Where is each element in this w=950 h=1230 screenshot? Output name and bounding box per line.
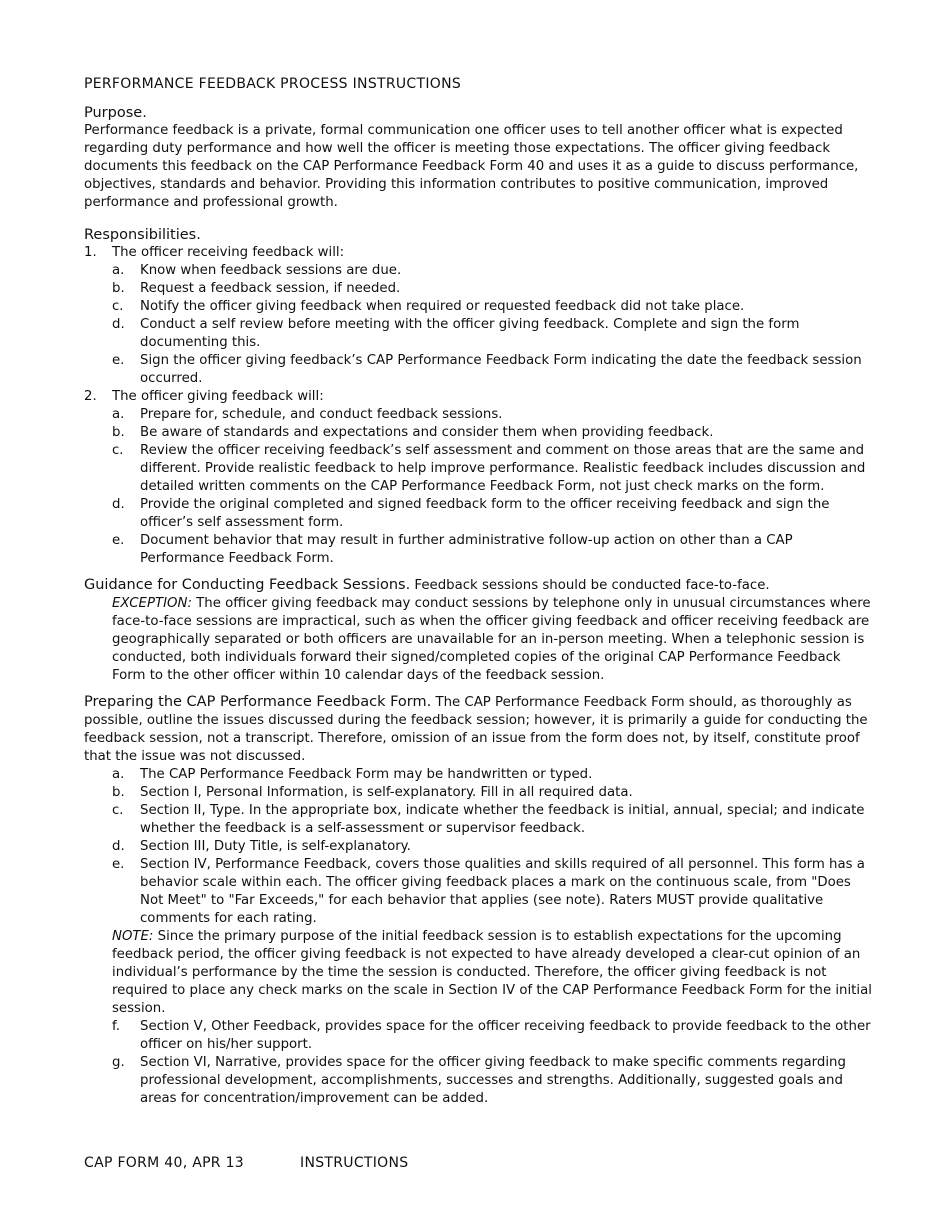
item-letter: d.	[112, 497, 125, 512]
document-body	[84, 75, 874, 1108]
exception-text: The officer giving feedback may conduct sessions by telephone only in unusual circumstances where face-to-face sessions are impractical, such as when the officer giving feedback and officer receiving feedback are geographically separated or both officers are unavailable for an in-person meeting. When a telephonic session is conducted, both individuals forward their signed/completed copies of the original CAP Performance Feedback Form to the other officer within 10 calendar days of the feedback session.	[112, 596, 871, 683]
item-text: Section IV, Performance Feedback, covers those qualities and skills required of all personnel. This form has a behavior scale within each. The officer giving feedback places a mark on the continuous scale, from "Does Not Meet" to "Far Exceeds," for each behavior that applies (see note). Raters MUST provide qualitative comments for each rating.	[140, 857, 865, 926]
item-letter: a.	[112, 407, 125, 422]
list-item	[84, 316, 874, 352]
list-item	[84, 442, 874, 496]
item-text: Request a feedback session, if needed.	[140, 281, 401, 296]
item-text: Conduct a self review before meeting with the officer giving feedback. Complete and sign the form documenting this.	[140, 317, 800, 350]
item-letter: c.	[112, 299, 124, 314]
purpose-text: Performance feedback is a private, formal communication one officer uses to tell another officer what is expected regarding duty performance and how well the officer is meeting those expectations. The officer giving feedback documents this feedback on the CAP Performance Feedback Form 40 and uses it as a guide to discuss performance, objectives, standards and behavior. Providing this information contributes to positive communication, improved performance and professional growth.	[84, 123, 859, 210]
item-text: Section I, Personal Information, is self-explanatory. Fill in all required data.	[140, 785, 633, 800]
preparing-heading: Preparing the CAP Performance Feedback Form.	[84, 694, 432, 710]
item-text: Section III, Duty Title, is self-explanatory.	[140, 839, 411, 854]
item-text: Section V, Other Feedback, provides space for the officer receiving feedback to provide feedback to the other officer on his/her support.	[140, 1019, 871, 1052]
note-label: NOTE:	[112, 929, 154, 944]
list-item	[84, 298, 874, 316]
item-text: The CAP Performance Feedback Form may be handwritten or typed.	[140, 767, 593, 782]
responsibility-group	[84, 388, 874, 406]
item-text: Review the officer receiving feedback’s self assessment and comment on those areas that are the same and different. Provide realistic feedback to help improve performance. Realistic feedback includes discussion and detailed written comments on the CAP Performance Feedback Form, not just check marks on the form.	[140, 443, 866, 494]
page-footer	[84, 1155, 408, 1171]
list-item	[84, 1054, 874, 1108]
list-item	[84, 838, 874, 856]
item-letter: c.	[112, 443, 124, 458]
list-item	[84, 766, 874, 784]
guidance-paragraph	[84, 576, 874, 595]
list-item	[84, 1018, 874, 1054]
group-label: The officer giving feedback will:	[112, 389, 324, 404]
item-text: Section II, Type. In the appropriate box, indicate whether the feedback is initial, annual, special; and indicate whether the feedback is a self-assessment or supervisor feedback.	[140, 803, 865, 836]
item-text: Sign the officer giving feedback’s CAP Performance Feedback Form indicating the date the feedback session occurred.	[140, 353, 862, 386]
item-text: Be aware of standards and expectations and consider them when providing feedback.	[140, 425, 714, 440]
footer-label: INSTRUCTIONS	[300, 1155, 409, 1171]
item-letter: b.	[112, 281, 125, 296]
group-label: The officer receiving feedback will:	[112, 245, 345, 260]
item-text: Document behavior that may result in further administrative follow-up action on other than a CAP Performance Feedback Form.	[140, 533, 793, 566]
item-text: Section VI, Narrative, provides space for the officer giving feedback to make specific comments regarding professional development, accomplishments, successes and strengths. Additionally, suggested goals and areas for concentration/improvement can be added.	[140, 1055, 846, 1106]
responsibilities-heading: Responsibilities.	[84, 227, 201, 243]
list-item	[84, 496, 874, 532]
exception-label: EXCEPTION:	[112, 596, 192, 611]
list-item	[84, 532, 874, 568]
item-letter: e.	[112, 533, 125, 548]
list-item	[84, 802, 874, 838]
guidance-heading: Guidance for Conducting Feedback Sessions.	[84, 577, 411, 593]
item-letter: a.	[112, 263, 125, 278]
responsibility-group	[84, 244, 874, 262]
footer-form-id: CAP FORM 40, APR 13	[84, 1155, 245, 1171]
exception-paragraph	[84, 595, 874, 685]
list-item	[84, 262, 874, 280]
item-letter: b.	[112, 425, 125, 440]
page-title: PERFORMANCE FEEDBACK PROCESS INSTRUCTIONS	[84, 76, 462, 92]
item-letter: b.	[112, 785, 125, 800]
list-item	[84, 856, 874, 928]
item-text: Prepare for, schedule, and conduct feedback sessions.	[140, 407, 503, 422]
group-number: 2.	[84, 389, 97, 404]
preparing-paragraph	[84, 693, 874, 766]
item-letter: a.	[112, 767, 125, 782]
list-item	[84, 406, 874, 424]
list-item	[84, 424, 874, 442]
list-item	[84, 784, 874, 802]
item-text: Provide the original completed and signed feedback form to the officer receiving feedback and sign the officer’s self assessment form.	[140, 497, 830, 530]
item-letter: e.	[112, 353, 125, 368]
item-letter: g.	[112, 1055, 125, 1070]
group-number: 1.	[84, 245, 97, 260]
item-letter: f.	[112, 1019, 120, 1034]
guidance-lead: Feedback sessions should be conducted face-to-face.	[410, 578, 770, 593]
note-text: Since the primary purpose of the initial feedback session is to establish expectations for the upcoming feedback period, the officer giving feedback is not expected to have already developed a clear-cut opinion of an individual’s performance by the time the session is conducted. Therefore, the officer giving feedback is not required to place any check marks on the scale in Section IV of the CAP Performance Feedback Form for the initial session.	[112, 929, 872, 1016]
note-paragraph	[84, 928, 874, 1018]
list-item	[84, 352, 874, 388]
item-letter: c.	[112, 803, 124, 818]
purpose-heading: Purpose.	[84, 105, 147, 121]
item-letter: d.	[112, 317, 125, 332]
item-letter: e.	[112, 857, 125, 872]
item-letter: d.	[112, 839, 125, 854]
item-text: Notify the officer giving feedback when required or requested feedback did not take place.	[140, 299, 745, 314]
list-item	[84, 280, 874, 298]
preparing-text: The CAP Performance Feedback Form should, as thoroughly as possible, outline the issues discussed during the feedback session; however, it is primarily a guide for conducting the feedback session, not a transcript. Therefore, omission of an issue from the form does not, by itself, constitute proof that the issue was not discussed.	[84, 695, 868, 764]
item-text: Know when feedback sessions are due.	[140, 263, 402, 278]
